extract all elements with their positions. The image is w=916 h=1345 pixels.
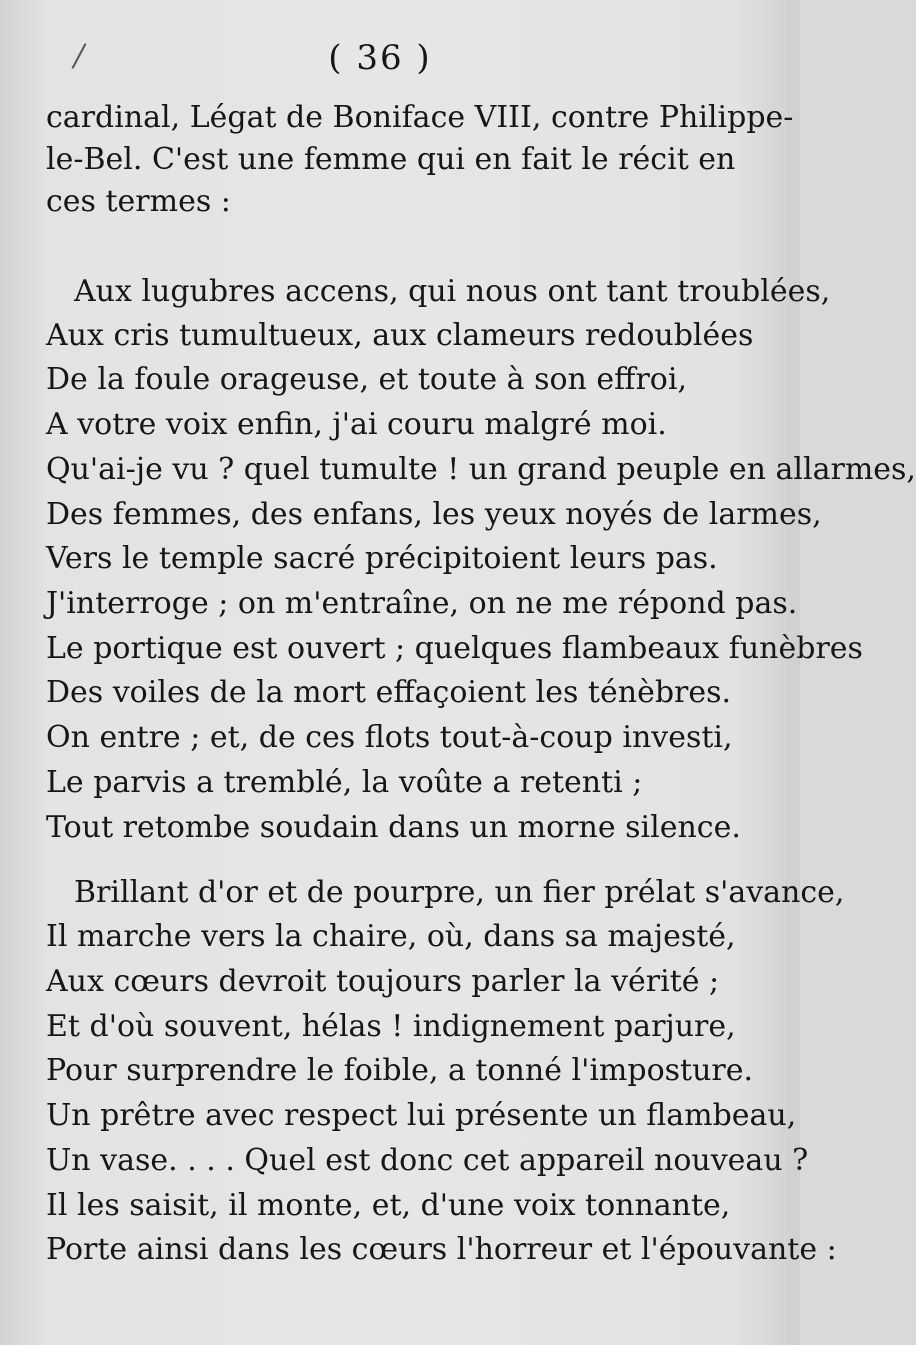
verse-line: Tout retombe soudain dans un morne silence.	[46, 810, 741, 845]
verse-line: Il marche vers la chaire, où, dans sa majesté,	[46, 919, 736, 954]
verse-line: Le parvis a tremblé, la voûte a retenti ;	[46, 765, 643, 800]
verse-line: Le portique est ouvert ; quelques flambeaux funèbres	[46, 631, 863, 666]
verse-line: Vers le temple sacré précipitoient leurs pas.	[46, 541, 718, 576]
verse-line: Brillant d'or et de pourpre, un fier prélat s'avance,	[74, 875, 845, 910]
prose-line: ces termes :	[46, 184, 231, 219]
verse-line: Aux cris tumultueux, aux clameurs redoublées	[46, 318, 754, 353]
verse-line: Et d'où souvent, hélas ! indignement parjure,	[46, 1009, 736, 1044]
verse-line: Aux cœurs devroit toujours parler la vérité ;	[46, 964, 720, 999]
verse-line: Porte ainsi dans les cœurs l'horreur et l'épouvante :	[46, 1232, 837, 1267]
verse-line: Il les saisit, il monte, et, d'une voix tonnante,	[46, 1188, 731, 1223]
verse-line: Qu'ai-je vu ? quel tumulte ! un grand peuple en allarmes,	[46, 452, 916, 487]
prose-line: cardinal, Légat de Boniface VIII, contre Philippe-	[46, 100, 794, 135]
verse-line: Un prêtre avec respect lui présente un flambeau,	[46, 1098, 797, 1133]
prose-line: le-Bel. C'est une femme qui en fait le récit en	[46, 142, 736, 177]
verse-line: On entre ; et, de ces flots tout-à-coup investi,	[46, 720, 733, 755]
verse-line: Des femmes, des enfans, les yeux noyés de larmes,	[46, 497, 822, 532]
verse-line: De la foule orageuse, et toute à son effroi,	[46, 362, 687, 397]
page-number: ( 36 )	[328, 38, 432, 78]
verse-line: Un vase. . . . Quel est donc cet appareil nouveau ?	[46, 1143, 809, 1178]
verse-line: Aux lugubres accens, qui nous ont tant troublées,	[74, 274, 831, 309]
verse-line: Pour surprendre le foible, a tonné l'imposture.	[46, 1053, 754, 1088]
verse-line: J'interroge ; on m'entraîne, on ne me répond pas.	[46, 586, 798, 621]
verse-line: A votre voix enfin, j'ai couru malgré moi.	[46, 407, 667, 442]
verse-line: Des voiles de la mort effaçoient les ténèbres.	[46, 675, 732, 710]
